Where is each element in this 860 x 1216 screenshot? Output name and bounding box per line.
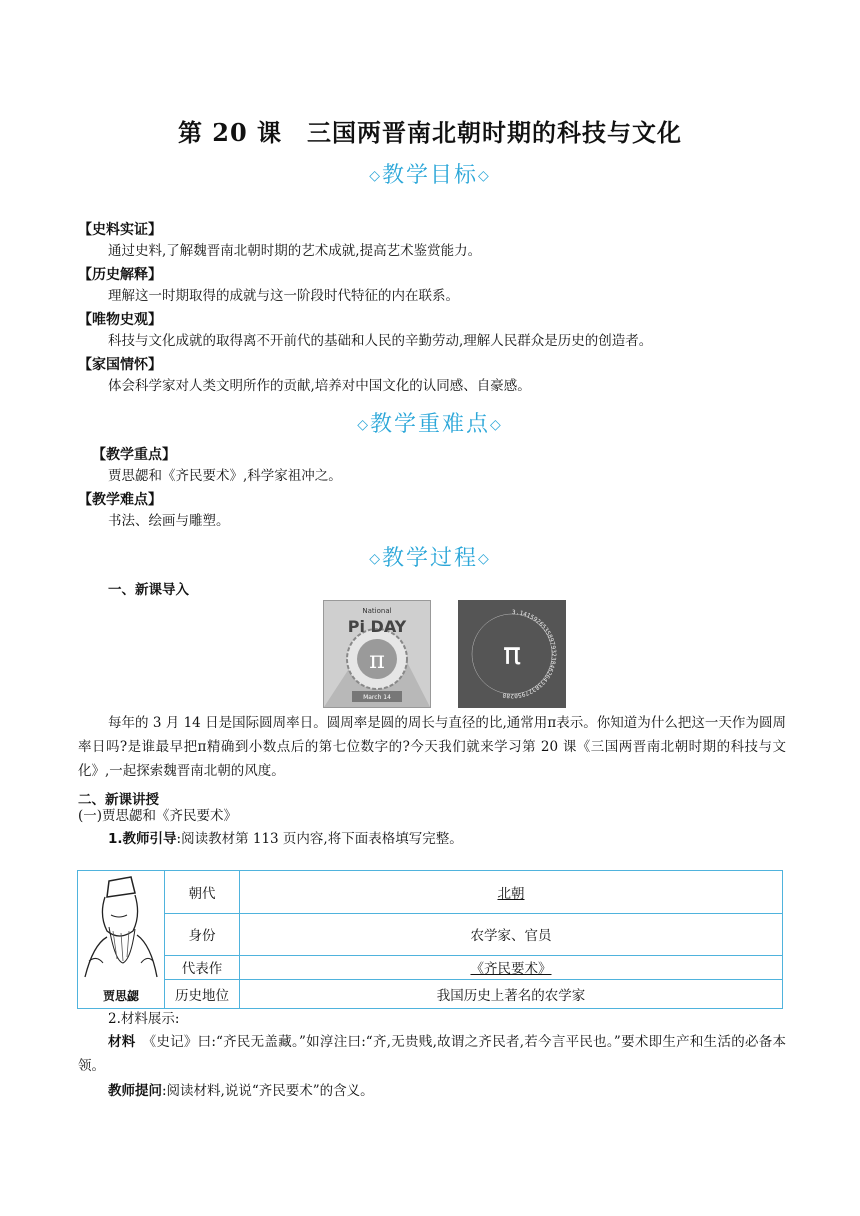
pi-day-top-text: National <box>362 607 392 615</box>
section-keypoints-heading: ◇教学重难点◇ <box>357 412 503 437</box>
focus-text: 贾思勰和《齐民要术》,科学家祖冲之。 <box>108 468 342 484</box>
question-text: :阅读材料,说说“齐民要术”的含义。 <box>162 1083 374 1099</box>
focus-label: 【教学重点】 <box>92 447 176 463</box>
difficulty-text: 书法、绘画与雕塑。 <box>108 513 230 529</box>
goal-text: 理解这一时期取得的成就与这一阶段时代特征的内在联系。 <box>108 288 459 304</box>
portrait-caption: 贾思勰 <box>102 989 139 1003</box>
section-goals-heading: ◇教学目标◇ <box>369 163 491 188</box>
pi-circle-symbol: π <box>502 637 522 672</box>
difficulty-label: 【教学难点】 <box>78 492 162 508</box>
table-key: 代表作 <box>165 956 240 980</box>
pi-day-image <box>323 600 431 708</box>
intro-paragraph: 每年的 3 月 14 日是国际圆周率日。圆周率是圆的周长与直径的比,通常用π表示。你知道为什么把这一天作为圆周率日吗?是谁最早把π精确到小数点后的第七位数字的?今天我们就来学习第 20 课《三国两晋南北朝时期的科技与文化》,一起探索魏晋南北朝的风度。 <box>78 715 786 779</box>
step1-label: 1.教师引导 <box>108 831 177 847</box>
diamond-icon: ◇ <box>369 168 382 184</box>
diamond-icon: ◇ <box>369 551 382 567</box>
diamond-icon: ◇ <box>357 417 370 433</box>
page-title: 第 20 课 三国两晋南北朝时期的科技与文化 <box>177 118 683 147</box>
sub1-heading: (一)贾思勰和《齐民要术》 <box>78 808 238 824</box>
goal-text: 科技与文化成就的取得离不开前代的基础和人民的辛勤劳动,理解人民群众是历史的创造者。 <box>108 333 653 349</box>
diamond-icon: ◇ <box>478 168 491 184</box>
goal-label: 【历史解释】 <box>78 267 162 283</box>
step2: 2.材料展示: <box>108 1011 180 1027</box>
pi-day-main-text: Pi DAY <box>347 617 407 636</box>
part2-heading: 二、新课讲授 <box>78 792 159 808</box>
goal-label: 【唯物史观】 <box>78 312 162 328</box>
goal-text: 通过史料,了解魏晋南北朝时期的艺术成就,提高艺术鉴赏能力。 <box>108 243 482 259</box>
step1 <box>108 828 463 850</box>
table-row <box>78 979 783 1008</box>
material-paragraph: 材料 《史记》曰:“齐民无盖藏。”如淳注曰:“齐,无贵贱,故谓之齐民者,若今言平民也。”要术即生产和生活的必备本领。 <box>78 1034 787 1074</box>
pi-symbol-text: π <box>369 646 385 674</box>
question <box>108 1080 374 1102</box>
goal-label: 【史料实证】 <box>78 222 162 238</box>
table-row <box>78 956 783 980</box>
info-table <box>77 870 783 1009</box>
step1-text: :阅读教材第 113 页内容,将下面表格填写完整。 <box>176 831 463 847</box>
goal-text: 体会科学家对人类文明所作的贡献,培养对中国文化的认同感、自豪感。 <box>108 378 531 394</box>
table-key: 朝代 <box>165 871 240 914</box>
diamond-icon: ◇ <box>490 417 503 433</box>
pi-circle-image <box>458 600 566 708</box>
diamond-icon: ◇ <box>478 551 491 567</box>
table-key: 历史地位 <box>165 979 240 1008</box>
table-row <box>78 871 783 914</box>
table-value: 《齐民要术》 <box>240 956 783 980</box>
pi-day-date-text: March 14 <box>363 694 391 701</box>
question-label: 教师提问 <box>108 1083 162 1099</box>
table-row <box>78 913 783 956</box>
table-value: 我国历史上著名的农学家 <box>240 979 783 1008</box>
section-process-heading: ◇教学过程◇ <box>369 546 491 571</box>
table-value: 农学家、官员 <box>240 913 783 956</box>
goal-label: 【家国情怀】 <box>78 357 162 373</box>
portrait-image <box>79 871 163 981</box>
portrait-cell <box>78 871 165 1009</box>
table-key: 身份 <box>165 913 240 956</box>
pi-digits-text: 3.14159265358979323846264338327950288 <box>502 608 557 700</box>
table-value: 北朝 <box>240 871 783 914</box>
part1-heading: 一、新课导入 <box>108 582 189 598</box>
